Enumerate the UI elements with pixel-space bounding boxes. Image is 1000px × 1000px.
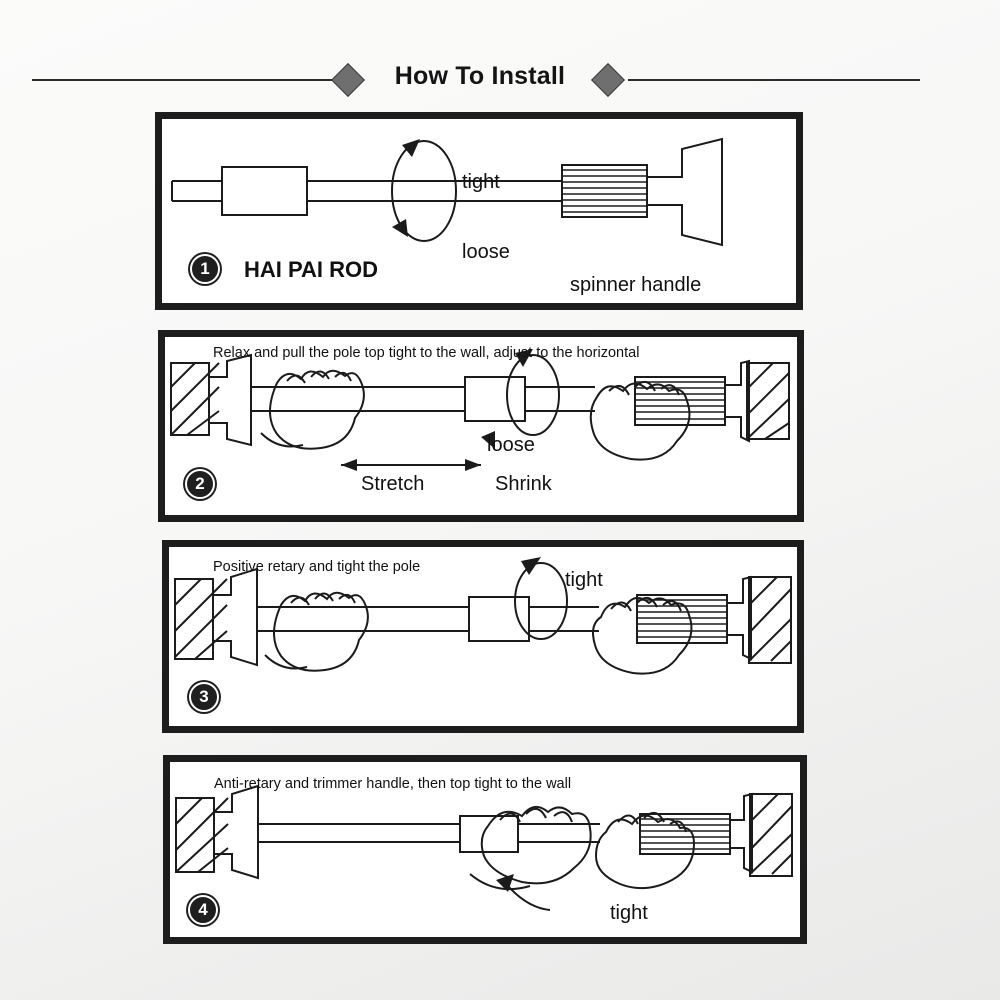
spinner-handle-label: spinner handle	[570, 274, 702, 296]
page-title: How To Install	[394, 62, 566, 90]
header-rule-left	[32, 79, 332, 81]
header	[0, 52, 1000, 112]
header-rule-right	[628, 79, 920, 81]
shrink-label: Shrink	[495, 473, 552, 495]
diamond-marker-left-icon	[331, 63, 365, 97]
step-number-2: 2	[185, 469, 215, 499]
tight-label-4: tight	[610, 902, 648, 924]
tight-label-1: tight	[462, 171, 500, 193]
step-3-caption: Positive retary and tight the pole	[213, 559, 421, 575]
step-number-1: 1	[190, 254, 220, 284]
loose-label-2: loose	[487, 434, 535, 456]
stretch-label: Stretch	[361, 473, 425, 495]
diamond-marker-right-icon	[591, 63, 625, 97]
brand-label: HAI PAI ROD	[244, 257, 379, 282]
step-panel-4	[163, 755, 807, 944]
step-2-caption: Relax and pull the pole top tight to the wall, adjust to the horizontal	[213, 345, 640, 361]
step-number-3: 3	[189, 682, 219, 712]
tight-label-3: tight	[565, 569, 603, 591]
step-panel-2	[158, 330, 804, 522]
step-panel-3	[162, 540, 804, 733]
step-number-4: 4	[188, 895, 218, 925]
step-2-illustration	[165, 337, 797, 515]
step-4-caption: Anti-retary and trimmer handle, then top tight to the wall	[214, 776, 572, 792]
step-panel-1	[155, 112, 803, 310]
loose-label-1: loose	[462, 241, 510, 263]
